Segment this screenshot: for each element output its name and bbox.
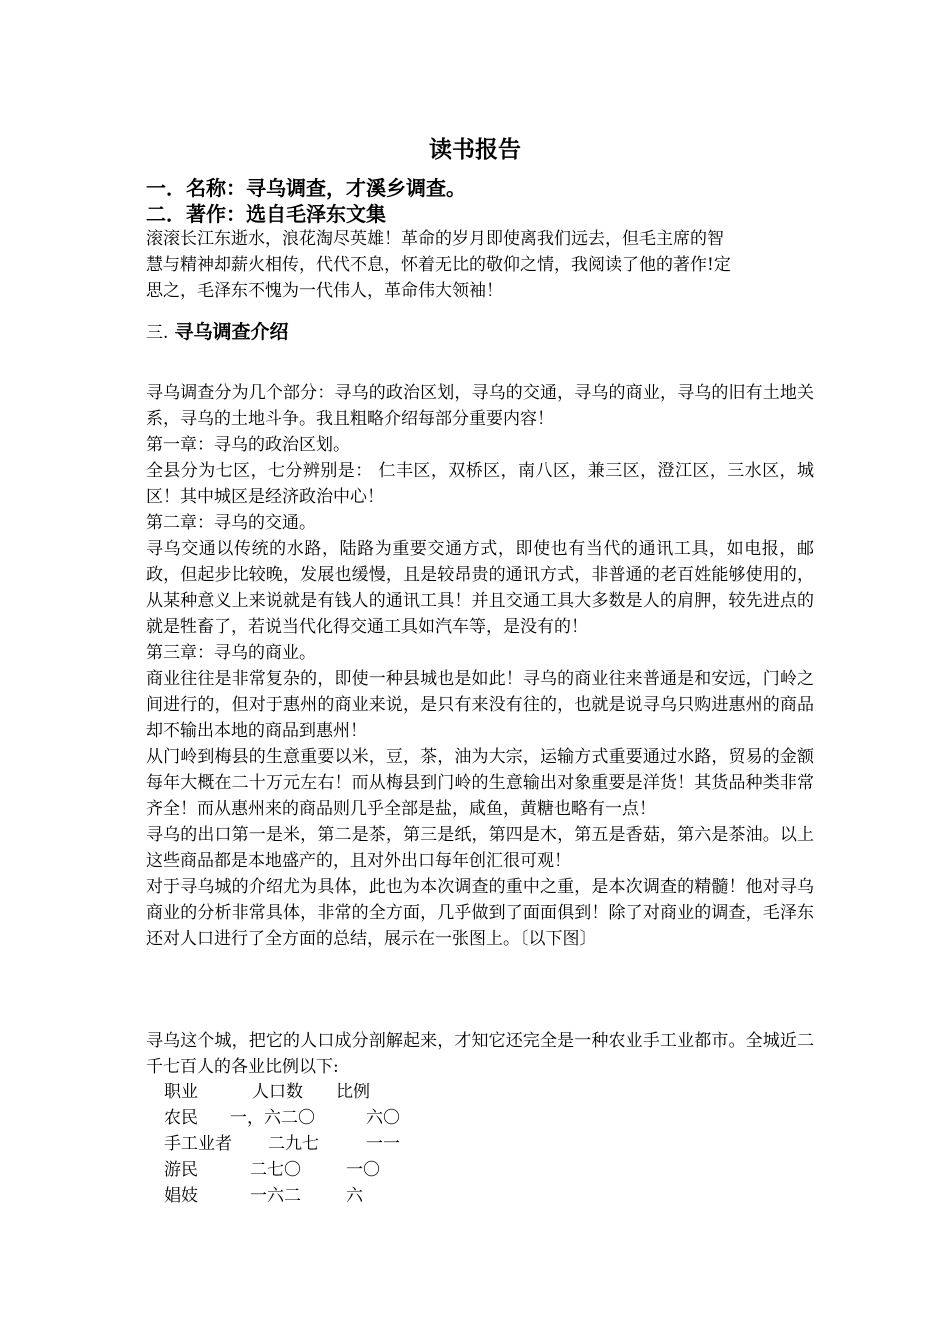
paragraph: 寻乌的出口第一是米，第二是茶，第三是纸，第四是木，第五是香菇，第六是茶油。以上这些商品都是本地盛产的，且对外出口每年创汇很可观！ (146, 825, 814, 871)
header-occupation: 职业 (164, 1082, 198, 1102)
paragraph: 对于寻乌城的介绍尤为具体，此也为本次调查的重中之重，是本次调查的精髓！他对寻乌商业的分析非常具体，非常的全方面，几乎做到了面面俱到！除了对商业的调查，毛泽东还对人口进行了全方面的总结，展示在一张图上。〔以下图〕 (146, 877, 814, 949)
city-intro-paragraph: 寻乌这个城，把它的人口成分剖解起来，才知它还完全是一种农业手工业都市。全城近二千七百人的各业比例以下: (146, 1031, 814, 1077)
header-ratio: 比例 (336, 1082, 370, 1102)
cell-occupation: 游民 (164, 1160, 198, 1180)
cell-population: 一，六二〇 (230, 1108, 315, 1128)
section-3-number: 三. (146, 323, 169, 343)
paragraph: 寻乌交通以传统的水路，陆路为重要交通方式，即使也有当代的通讯工具，如电报，邮政，但起步比较晚，发展也缓慢，且是较昂贵的通讯方式，非普通的老百姓能够使用的，从某种意义上来说就是有钱人的通讯工具！并且交通工具大多数是人的肩胛，较先进点的就是牲畜了，若说当代化得交通工具如汽车等，是没有的！ (146, 539, 814, 637)
chapter-3-heading: 第三章：寻乌的商业。 (146, 643, 316, 663)
paragraph: 商业往往是非常复杂的，即使一种县城也是如此！寻乌的商业往来普通是和安远，门岭之间进行的，但对于惠州的商业来说，是只有来没有往的，也就是说寻乌只购进惠州的商品却不输出本地的商品到惠州！ (146, 669, 814, 741)
cell-occupation: 手工业者 (164, 1134, 232, 1154)
paragraph: 全县分为七区，七分辨别是： 仁丰区，双桥区，南八区，兼三区，澄江区，三水区，城区！其中城区是经济政治中心！ (146, 461, 814, 507)
cell-population: 二九七 (268, 1134, 319, 1154)
chapter-1-heading: 第一章：寻乌的政治区划。 (146, 435, 350, 455)
intro-line-1: 滚滚长江东逝水，浪花淘尽英雄！革命的岁月即使离我们远去，但毛主席的智 (146, 229, 724, 249)
survey-body (146, 380, 814, 952)
cell-ratio: 一一 (366, 1134, 400, 1154)
section-3-label: 寻乌调查介绍 (174, 321, 289, 343)
heading-name: 一．名称：寻乌调查，才溪乡调查。 (146, 176, 466, 200)
intro-line-3: 思之，毛泽东不愧为一代伟人，革命伟大领袖！ (146, 281, 503, 301)
cell-ratio: 六〇 (366, 1108, 400, 1128)
report-title: 读书报告 (429, 137, 521, 163)
cell-population: 二七〇 (250, 1160, 301, 1180)
chapter-2-heading: 第二章：寻乌的交通。 (146, 513, 316, 533)
intro-line-2: 慧与精神却薪火相传，代代不息，怀着无比的敬仰之情，我阅读了他的著作!定 (146, 255, 731, 275)
cell-population: 一六二 (250, 1186, 301, 1206)
cell-occupation: 农民 (164, 1108, 198, 1128)
header-population: 人口数 (252, 1082, 303, 1102)
paragraph: 寻乌调查分为几个部分：寻乌的政治区划，寻乌的交通，寻乌的商业，寻乌的旧有土地关系，寻乌的土地斗争。我且粗略介绍每部分重要内容！ (146, 383, 814, 429)
heading-work: 二．著作：选自毛泽东文集 (146, 202, 386, 226)
cell-ratio: 六 (346, 1186, 363, 1206)
paragraph: 从门岭到梅县的生意重要以米，豆，茶，油为大宗，运输方式重要通过水路，贸易的金额每年大概在二十万元左右！而从梅县到门岭的生意输出对象重要是洋货！其货品种类非常齐全！而从惠州来的商品则几乎全部是盐，咸鱼，黄糖也略有一点！ (146, 747, 814, 819)
intro-paragraph (146, 226, 814, 304)
cell-occupation: 娼妓 (164, 1186, 198, 1206)
section-3-heading (146, 318, 288, 347)
cell-ratio: 一〇 (346, 1160, 380, 1180)
